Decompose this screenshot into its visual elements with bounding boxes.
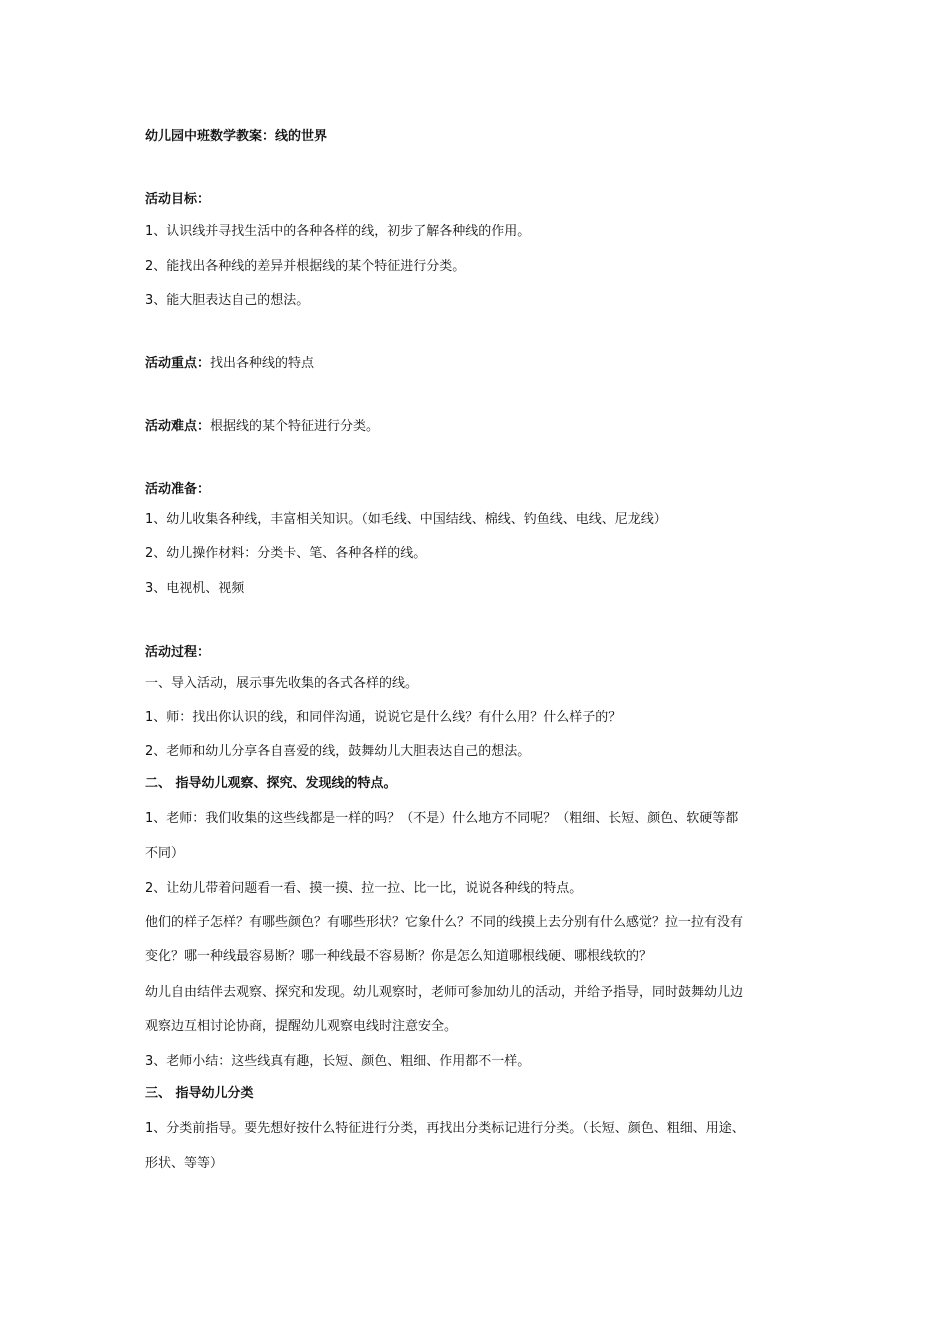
key-point-text: 找出各种线的特点 bbox=[210, 356, 315, 371]
process-line: 他们的样子怎样？有哪些颜色？有哪些形状？它象什么？不同的线摸上去分别有什么感觉？拉一拉有没有 bbox=[145, 915, 744, 930]
preparation-heading: 活动准备： bbox=[145, 482, 211, 497]
process-line: 不同） bbox=[145, 846, 185, 861]
process-line: 幼儿自由结伴去观察、探究和发现。幼儿观察时，老师可参加幼儿的活动，并给予指导，同时鼓舞幼儿边 bbox=[145, 985, 744, 1000]
process-line: 1、老师：我们收集的这些线都是一样的吗？（不是）什么地方不同呢？（粗细、长短、颜色、软硬等都 bbox=[145, 811, 739, 826]
process-line: 2、老师和幼儿分享各自喜爱的线，鼓舞幼儿大胆表达自己的想法。 bbox=[145, 744, 531, 759]
process-line: 1、师：找出你认识的线，和同伴沟通，说说它是什么线？有什么用？什么样子的？ bbox=[145, 710, 622, 725]
process-line: 观察边互相讨论协商，提醒幼儿观察电线时注意安全。 bbox=[145, 1019, 458, 1034]
process-line: 3、老师小结：这些线真有趣，长短、颜色、粗细、作用都不一样。 bbox=[145, 1054, 531, 1069]
process-section-heading: 三、 指导幼儿分类 bbox=[145, 1086, 254, 1101]
goal-item: 2、能找出各种线的差异并根据线的某个特征进行分类。 bbox=[145, 259, 466, 274]
key-point-line bbox=[145, 355, 314, 373]
process-line: 变化？哪一种线最容易断？哪一种线最不容易断？你是怎么知道哪根线硬、哪根线软的？ bbox=[145, 949, 653, 964]
process-section-heading: 二、 指导幼儿观察、探究、发现线的特点。 bbox=[145, 776, 397, 791]
process-line: 2、让幼儿带着问题看一看、摸一摸、拉一拉、比一比，说说各种线的特点。 bbox=[145, 881, 583, 896]
difficulty-text: 根据线的某个特征进行分类。 bbox=[210, 419, 380, 434]
key-point-label: 活动重点： bbox=[145, 356, 211, 371]
process-line: 一、导入活动，展示事先收集的各式各样的线。 bbox=[145, 676, 419, 691]
process-heading: 活动过程： bbox=[145, 645, 211, 660]
difficulty-label: 活动难点： bbox=[145, 419, 211, 434]
goal-item: 1、认识线并寻找生活中的各种各样的线，初步了解各种线的作用。 bbox=[145, 224, 531, 239]
document-title: 幼儿园中班数学教案：线的世界 bbox=[145, 129, 328, 144]
goals-heading: 活动目标： bbox=[145, 192, 211, 207]
preparation-item: 2、幼儿操作材料：分类卡、笔、各种各样的线。 bbox=[145, 546, 427, 561]
difficulty-line bbox=[145, 418, 379, 436]
preparation-item: 1、幼儿收集各种线，丰富相关知识。（如毛线、中国结线、棉线、钓鱼线、电线、尼龙线） bbox=[145, 512, 667, 527]
preparation-item: 3、电视机、视频 bbox=[145, 581, 245, 596]
process-line: 形状、等等） bbox=[145, 1156, 224, 1171]
process-line: 1、分类前指导。要先想好按什么特征进行分类，再找出分类标记进行分类。（长短、颜色、粗细、用途、 bbox=[145, 1121, 745, 1136]
goal-item: 3、能大胆表达自己的想法。 bbox=[145, 293, 310, 308]
